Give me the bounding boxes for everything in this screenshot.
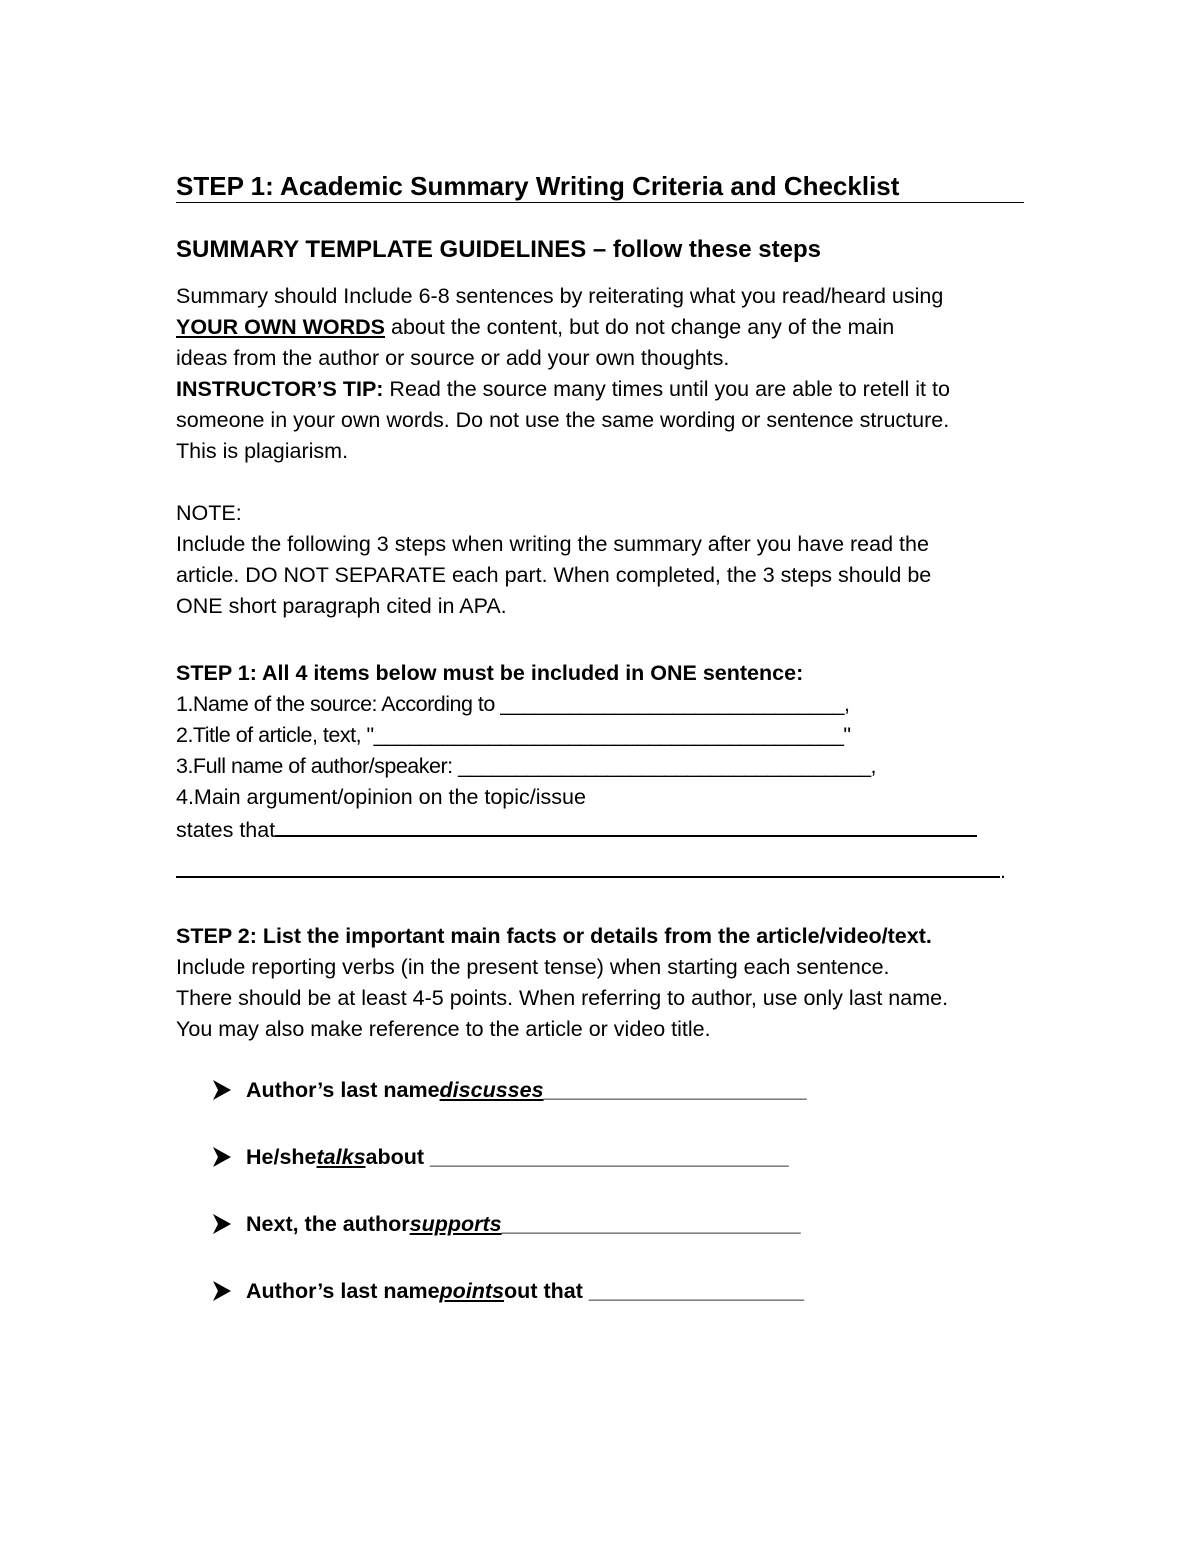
note-section — [176, 498, 1024, 622]
arrowhead-bullet-icon — [212, 1280, 232, 1302]
argument-blank — [176, 854, 1000, 878]
step1-heading: STEP 1: All 4 items below must be included in ONE sentence: — [176, 661, 804, 685]
step1-item-source: 1.Name of the source: According to ______________________________, — [176, 692, 850, 716]
step2-section — [176, 921, 1024, 1045]
own-words-emphasis: YOUR OWN WORDS — [176, 315, 386, 339]
note-line-2: article. DO NOT SEPARATE each part. When completed, the 3 steps should be — [176, 563, 932, 587]
list-item: Author’s last name discusses ______________________ — [212, 1075, 1024, 1105]
tip-label: INSTRUCTOR’S TIP: — [176, 377, 384, 401]
intro-line-1: Summary should Include 6-8 sentences by reiterating what you read/heard using — [176, 284, 944, 308]
arrowhead-bullet-icon — [212, 1146, 232, 1168]
list-item: He/she talks about ______________________________ — [212, 1142, 1024, 1172]
step2-line-2: There should be at least 4-5 points. When referring to author, use only last name. — [176, 986, 949, 1010]
arrowhead-bullet-icon — [212, 1079, 232, 1101]
states-that-blank — [275, 813, 977, 837]
note-line-3: ONE short paragraph cited in APA. — [176, 594, 507, 618]
arrowhead-bullet-icon — [212, 1213, 232, 1235]
step2-line-1: Include reporting verbs (in the present tense) when starting each sentence. — [176, 955, 890, 979]
intro-line-2: YOUR OWN WORDS about the content, but do not change any of the main — [176, 315, 895, 339]
argument-continuation-line: . — [176, 854, 1024, 887]
note-line-1: Include the following 3 steps when writing the summary after you have read the — [176, 532, 929, 556]
intro-section — [176, 281, 1024, 467]
reporting-verb: discusses — [439, 1078, 544, 1102]
step2-heading: STEP 2: List the important main facts or details from the article/video/text. — [176, 924, 932, 948]
list-item: Next, the author supports _________________________ — [212, 1209, 1024, 1239]
list-item: Author’s last name points out that __________________ — [212, 1276, 1024, 1306]
reporting-verb: points — [439, 1279, 505, 1303]
states-that-line: states that — [176, 813, 1024, 846]
intro-line-3: ideas from the author or source or add your own thoughts. — [176, 346, 730, 370]
tip-line-1: INSTRUCTOR’S TIP: Read the source many times until you are able to retell it to — [176, 377, 950, 401]
reporting-verbs-list — [176, 1075, 1024, 1306]
document-title: STEP 1: Academic Summary Writing Criteria and Checklist — [176, 168, 1024, 203]
step2-line-3: You may also make reference to the article or video title. — [176, 1017, 711, 1041]
document-page — [176, 168, 1024, 1343]
step1-item-title: 2.Title of article, text, "_________________________________________" — [176, 723, 851, 747]
step1-item-argument: 4.Main argument/opinion on the topic/issue — [176, 785, 586, 809]
step1-section — [176, 658, 1024, 887]
step1-item-author: 3.Full name of author/speaker: ____________________________________, — [176, 754, 877, 778]
guidelines-heading: SUMMARY TEMPLATE GUIDELINES – follow these steps — [176, 236, 821, 263]
tip-line-2: someone in your own words. Do not use the same wording or sentence structure. — [176, 408, 950, 432]
reporting-verb: supports — [409, 1212, 502, 1236]
reporting-verb: talks — [316, 1145, 366, 1169]
note-label: NOTE: — [176, 501, 242, 525]
tip-line-3: This is plagiarism. — [176, 439, 349, 463]
